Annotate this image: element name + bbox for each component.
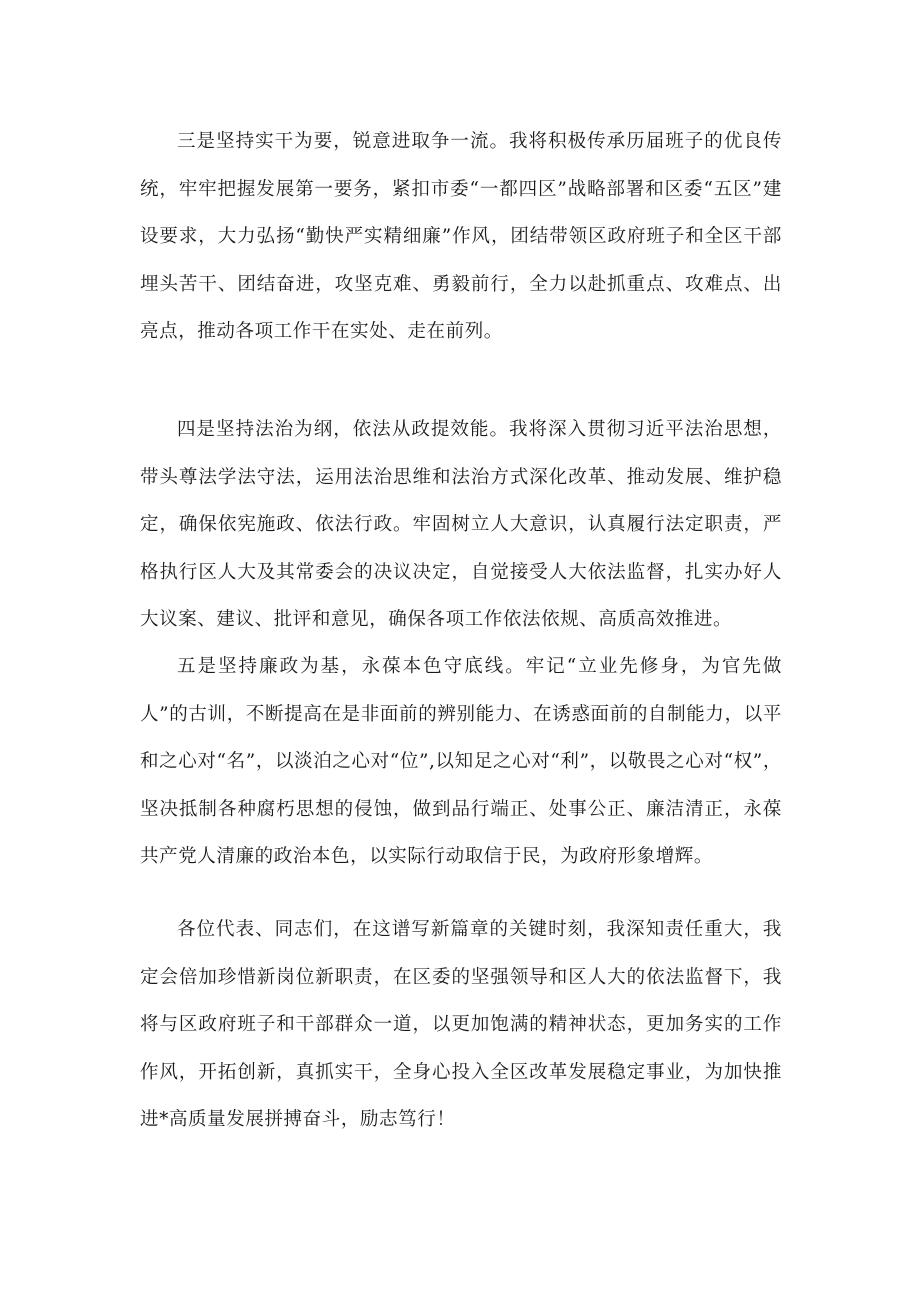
paragraph-integrity: 五是坚持廉政为基，永葆本色守底线。牢记“立业先修身，为官先做人”的古训，不断提高在是非面前的辨别能力、在诱惑面前的自制能力，以平和之心对“名”，以淡泊之心对“位”,以知足之心对“利”，以敬畏之心对“权”，坚决抵制各种腐朽思想的侵蚀，做到品行端正、处事公正、廉洁清正，永葆共产党人清廉的政治本色，以实际行动取信于民，为政府形象增辉。 [140, 656, 782, 868]
paragraph-rule-of-law: 四是坚持法治为纲，依法从政提效能。我将深入贯彻习近平法治思想，带头尊法学法守法，运用法治思维和法治方式深化改革、推动发展、维护稳定，确保依宪施政、依法行政。牢固树立人大意识，认真履行法定职责，严格执行区人大及其常委会的决议决定，自觉接受人大依法监督，扎实办好人大议案、建议、批评和意见，确保各项工作依法依规、高质高效推进。 [140, 419, 782, 631]
paragraph-closing: 各位代表、同志们，在这谱写新篇章的关键时刻，我深知责任重大，我定会倍加珍惜新岗位新职责，在区委的坚强领导和区人大的依法监督下，我将与区政府班子和干部群众一道，以更加饱满的精神状态，更加务实的工作作风，开拓创新，真抓实干，全身心投入全区改革发展稳定事业，为加快推进*高质量发展拼搏奋斗，励志笃行！ [140, 919, 782, 1131]
paragraph-practical-work: 三是坚持实干为要，锐意进取争一流。我将积极传承历届班子的优良传统，牢牢把握发展第一要务，紧扣市委“一都四区”战略部署和区委“五区”建设要求，大力弘扬“勤快严实精细廉”作风，团结带领区政府班子和全区干部埋头苦干、团结奋进，攻坚克难、勇毅前行，全力以赴抓重点、攻难点、出亮点，推动各项工作干在实处、走在前列。 [140, 131, 782, 343]
